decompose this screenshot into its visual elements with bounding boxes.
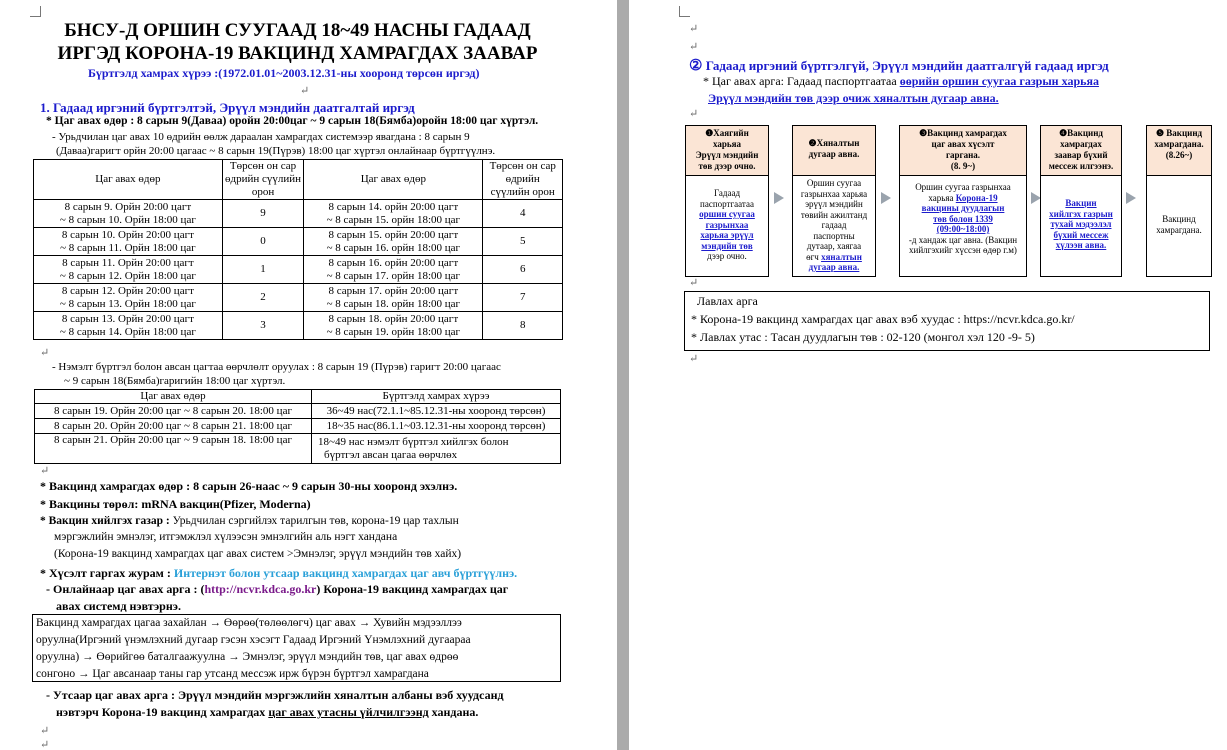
crop-mark <box>679 6 690 17</box>
online-booking-line1 <box>46 582 508 597</box>
online-steps-line: оруулна(Иргэний үнэмлэхний дугаар гэсэн хэсэгт Гадаад Иргэний Үнэмлэхний дугаараа <box>36 634 471 646</box>
online-steps-line: оруулна) → Өөрийгөө баталгаажуулна → Эмнэлэг, эрүүл мэндийн төв, цаг авах өдрөө <box>36 651 459 663</box>
process-step-1 <box>685 125 769 277</box>
table-cell: 8 сарын 20. Орйн 20:00 цаг ~ 8 сарын 21. 18:00 цаг <box>35 419 312 434</box>
booking-method-line2[interactable]: Эрүүл мэндийн төв дээр очиж хяналтын дугаар авна. <box>708 91 999 105</box>
step-body-link: харьяа эрүүл <box>700 230 754 240</box>
contact-phone: * Лавлах утас : Тасан дуудлагын төв : 02-120 (монгол хэл 120 -9- 5) <box>691 330 1035 344</box>
online-steps-line: Вакцинд хамрагдах цагаа захайлан → Өөрөө(төлөөлөгч) цаг авах → Хувийн мэдээллээ <box>36 617 462 629</box>
step-head-line: заавар бүхий <box>1054 150 1108 160</box>
request-procedure-link[interactable]: Интернэт болон утсаар вакцинд хамрагдах цаг авч бүртгүүлнэ. <box>173 566 518 580</box>
table-row <box>35 434 561 464</box>
crop-mark <box>30 6 41 17</box>
phone-booking-line1: - Утсаар цаг авах арга : Эрүүл мэндийн мэргэжлийн хяналтын албаны вэб хуудсанд <box>46 688 504 702</box>
step-body-line: -д хандаж цаг авна. (Вакцин хийлгэхийг хүссэн өдөр г.м) <box>908 234 1018 255</box>
table-cell: 4 <box>483 200 563 228</box>
paragraph-mark: ↵ <box>689 108 699 120</box>
table-cell: 3 <box>222 312 303 340</box>
vaccination-place-label: * Вакцин хийлгэх газар : <box>40 515 170 527</box>
table-cell: бүртгэл авсан цагаа өөрчлөх <box>324 448 458 461</box>
table-header: Бүртгэлд хамрах хүрээ <box>312 390 561 404</box>
contact-box <box>684 291 1210 351</box>
table-row <box>35 419 561 434</box>
table-cell: ~ 8 сарын 15. орйн 18:00 цаг <box>326 213 461 226</box>
table-cell: ~ 8 сарын 19. орйн 18:00 цаг <box>326 325 461 338</box>
step-head-line: ❷Хяналтын <box>808 138 860 148</box>
table-header: Цаг авах өдөр <box>34 160 223 200</box>
step-body-line: дээр очно. <box>707 251 747 261</box>
arrow-right-icon <box>1126 192 1136 204</box>
process-step-5 <box>1146 125 1212 277</box>
table-cell: 9 <box>222 200 303 228</box>
table-row <box>34 284 563 312</box>
table-cell: 0 <box>222 228 303 256</box>
step-body-link: төв болон 1339 <box>933 213 993 224</box>
step-head-line: Эрүүл мэндийн <box>695 150 759 160</box>
table-cell: 8 сарын 17. орйн 20:00 цагт <box>328 284 459 297</box>
step-head-line: мессеж илгээнэ. <box>1048 161 1114 171</box>
table-cell: ~ 8 сарын 16. орйн 18:00 цаг <box>326 241 461 254</box>
section-1-heading: 1. Гадаад иргэний бүртгэлтэй, Эрүүл мэндийн даатгалтай иргэд <box>40 100 415 115</box>
process-step-2 <box>792 125 876 277</box>
extra-registration-line1: - Нэмэлт бүртгэл болон авсан цагтаа өөрчлөлт оруулах : 8 сарын 19 (Пүрэв) гаригт 20:00 цагаас <box>52 361 501 373</box>
vaccination-period: * Вакцинд хамрагдах өдөр : 8 сарын 26-наас ~ 9 сарын 30-ны хооронд эхэлнэ. <box>40 479 458 493</box>
step-body-line: өгч <box>806 251 819 262</box>
step-head-line: хамрагдах <box>1060 139 1102 149</box>
booking-schedule-table <box>33 159 563 340</box>
vaccine-type: * Вакцины төрөл: mRNA вакцин(Pfizer, Moderna) <box>40 497 311 511</box>
step-body-link: вакцины дуудлагын <box>921 203 1005 213</box>
paragraph-mark: ↵ <box>689 23 699 35</box>
step-body-line: Оршин суугаа газрынхаа <box>915 182 1011 192</box>
extra-registration-line2: ~ 9 сарын 18(Бямба)гаригийн 18:00 цаг хүртэл. <box>64 375 286 387</box>
pre-booking-line1: - Урьдчилан цаг авах 10 өдрийн өөлж дараалан хамрагдах системээр явагдана : 8 сарын 9 <box>52 131 470 143</box>
paragraph-mark: ↵ <box>689 41 699 53</box>
step-body-line: гадаад <box>821 220 847 230</box>
step-body-link: Вакцин <box>1065 198 1097 208</box>
table-row <box>34 200 563 228</box>
step-body-link: газрынхаа <box>705 219 749 230</box>
paragraph-mark: ↵ <box>40 725 50 737</box>
table-cell: ~ 8 сарын 17. орйн 18:00 цаг <box>326 269 461 282</box>
online-booking-url[interactable]: http://ncvr.kdca.go.kr <box>204 582 317 596</box>
table-cell: ~ 8 сарын 11. Орйн 18:00 цаг <box>60 241 196 254</box>
step-head-line: дугаар авна. <box>808 149 860 159</box>
vaccination-place-line2: мэргэжлийн эмнэлэг, итгэмжлэл хүлээсэн эмнэлгийн аль нэгт хандана <box>54 531 398 543</box>
step-body-link: дугаар авна. <box>808 262 860 272</box>
step-body-line: Гадаад <box>713 188 741 198</box>
phone-booking-end: хандана. <box>431 705 479 719</box>
table-cell: ~ 8 сарын 10. Орйн 18:00 цаг <box>59 213 196 226</box>
right-page <box>629 0 1227 750</box>
document-title-line2: ИРГЭД КОРОНА-19 ВАКЦИНД ХАМРАГДАХ ЗААВАР <box>57 43 538 64</box>
table-cell: 8 сарын 18. орйн 20:00 цагт <box>328 312 459 325</box>
step-body-link: бүхий мессеж <box>1053 229 1109 240</box>
table-header: Төрсөн он сар өдрийн сүүлийн орон <box>483 160 563 200</box>
online-booking-label: - Онлайнаар цаг авах арга : ( <box>46 582 205 596</box>
table-header: Цаг авах өдөр <box>35 390 312 404</box>
table-cell: 8 сарын 12. Орйн 20:00 цагт <box>61 284 194 297</box>
step-body-link: хүлээн авна. <box>1055 240 1107 250</box>
registration-scope: Бүртгэлд хамрах хүрээ :(1972.01.01~2003.12.31-ны хооронд төрсөн иргэд) <box>88 66 480 80</box>
table-cell: 8 сарын 13. Орйн 20:00 цагт <box>61 312 194 325</box>
online-steps-line: сонгоно → Цаг авсанаар таны гар утсанд мессэж ирж бүрэн бүртгэл хамрагдана <box>36 668 429 680</box>
table-row <box>34 312 563 340</box>
request-procedure <box>40 566 517 581</box>
phone-service-link[interactable]: цаг авах утасны үйлчилгээнд <box>268 705 429 719</box>
table-cell: 8 сарын 10. Орйн 20:00 цагт <box>61 228 194 241</box>
step-head-line: ❶Хаягийн <box>705 128 749 138</box>
step-body-line: хамрагдана. <box>1156 224 1202 235</box>
step-body-line: төвийн ажилтанд <box>800 209 868 220</box>
step-body-link: оршин суугаа <box>699 209 755 219</box>
paragraph-mark: ↵ <box>40 465 50 477</box>
additional-registration-table <box>34 389 561 464</box>
step-head-line: гаргана. <box>945 150 981 160</box>
vaccination-place-line1 <box>40 515 459 527</box>
phone-booking-text: нэвтэрч Корона-19 вакцинд хамрагдах <box>56 705 266 719</box>
table-cell: 8 сарын 14. орйн 20:00 цагт <box>328 200 459 213</box>
table-header: Төрсөн он сар өдрийн сүүлийн орон <box>222 160 303 200</box>
table-cell: ~ 8 сарын 12. Орйн 18:00 цаг <box>59 269 196 282</box>
vaccination-place-text: Урьдчилан сэргийлэх тарилгын төв, корона-19 цар тахлын <box>172 515 459 527</box>
table-cell: ~ 8 сарын 14. Орйн 18:00 цаг <box>59 325 196 338</box>
step-body-line: паспортгаатаа <box>700 198 754 209</box>
paragraph-mark: ↵ <box>40 347 50 359</box>
table-cell: 18~49 нас нэмэлт бүртгэл хийлгэх болон <box>318 435 509 448</box>
request-procedure-label: * Хүсэлт гаргах журам : <box>40 566 171 580</box>
step-head-line: ❸Вакцинд хамрагдах <box>919 128 1007 138</box>
table-cell: 36~49 нас(72.1.1~85.12.31-ны хооронд төрсөн) <box>312 404 561 419</box>
table-cell: 8 <box>483 312 563 340</box>
vaccination-place-line3: (Корона-19 вакцинд хамрагдах цаг авах систем >Эмнэлэг, эрүүл мэндийн төв хайх) <box>54 548 462 560</box>
step-body-link: Корона-19 <box>955 192 998 203</box>
document-title-line1: БНСУ-Д ОРШИН СУУГААД 18~49 НАСНЫ ГАДААД <box>64 20 531 41</box>
paragraph-mark: ↵ <box>40 739 50 750</box>
table-cell: ~ 8 сарын 18. орйн 18:00 цаг <box>326 297 461 310</box>
step-body-link: хийлгэх газрын <box>1049 208 1113 219</box>
table-cell: 8 сарын 21. Орйн 20:00 цаг ~ 9 сарын 18. 18:00 цаг <box>35 434 312 464</box>
booking-method-link[interactable]: өөрийн оршин суугаа газрын харьяа <box>899 74 1099 88</box>
step-head-line: цаг авах хүсэлт <box>931 139 995 149</box>
section-2-heading <box>689 56 1109 75</box>
table-cell: 2 <box>222 284 303 312</box>
table-row <box>34 256 563 284</box>
step-body-line: Оршин суугаа <box>806 178 862 188</box>
booking-method-prefix: * Цаг авах арга: Гадаад паспортгаатаа <box>703 74 897 88</box>
step-body-link: тухай мэдээлэл <box>1050 219 1112 229</box>
process-step-4 <box>1040 125 1122 277</box>
table-row <box>35 404 561 419</box>
step-body-line: эрүүл мэндийн <box>805 199 863 209</box>
table-row <box>34 228 563 256</box>
process-step-3 <box>899 125 1027 277</box>
section-2-number: ② <box>689 58 703 74</box>
table-cell: 8 сарын 9. Орйн 20:00 цагт <box>64 200 192 213</box>
step-head-line: (8. 9~) <box>950 161 976 171</box>
step-body-line: паспортны <box>813 230 855 241</box>
step-body-line: дутаар, хаягаа <box>806 241 862 251</box>
contact-website[interactable]: * Корона-19 вакцинд хамрагдах цаг авах вэб хуудас : https://ncvr.kdca.go.kr/ <box>691 312 1075 326</box>
table-cell: 8 сарын 15. орйн 20:00 цагт <box>328 228 459 241</box>
online-steps-box <box>32 614 561 682</box>
online-booking-rest: ) Корона-19 вакцинд хамрагдах цаг <box>316 582 509 596</box>
step-body-link: хяналтын <box>821 251 862 262</box>
paragraph-mark: ↵ <box>689 353 699 365</box>
step-head-line: хамрагдана. <box>1154 139 1204 149</box>
table-cell: 5 <box>483 228 563 256</box>
step-head-line: (8.26~) <box>1165 150 1193 160</box>
step-body-link: (09:00~18:00) <box>936 224 990 234</box>
booking-date: * Цаг авах өдөр : 8 сарын 9(Даваа) оройн 20:00цаг ~ 9 сарын 18(Бямба)оройн 18:00 цаг хүртэл. <box>46 115 539 127</box>
online-booking-line2: авах системд нэвтэрнэ. <box>56 599 181 613</box>
contact-title: Лавлах арга <box>697 294 758 308</box>
table-cell: 8 сарын 19. Орйн 20:00 цаг ~ 8 сарын 20. 18:00 цаг <box>35 404 312 419</box>
arrow-right-icon <box>774 192 784 204</box>
table-cell: 7 <box>483 284 563 312</box>
step-head-line: төв дээр очно. <box>698 161 756 171</box>
paragraph-mark: ↵ <box>689 277 699 289</box>
phone-booking-line2 <box>56 705 478 720</box>
step-body-line: харьяа <box>928 192 954 203</box>
step-body-line: газрынхаа харьяа <box>800 188 868 199</box>
table-cell: ~ 8 сарын 13. Орйн 18:00 цаг <box>59 297 196 310</box>
table-cell: 1 <box>222 256 303 284</box>
table-cell: 18~35 нас(86.1.1~03.12.31-ны хооронд төрсөн) <box>312 419 561 434</box>
table-cell: 8 сарын 16. орйн 20:00 цагт <box>328 256 459 269</box>
booking-method-line1 <box>703 74 1099 89</box>
paragraph-mark: ↵ <box>300 85 310 97</box>
step-body-line: Вакцинд <box>1162 214 1196 224</box>
step-head-line: ❺ Вакцинд <box>1155 128 1203 138</box>
step-head-line: ❹Вакцинд <box>1059 128 1103 138</box>
step-head-line: харьяа <box>712 139 741 149</box>
table-cell: 6 <box>483 256 563 284</box>
section-2-title: Гадаад иргэний бүртгэлгүй, Эрүүл мэндийн даатгалгүй гадаад иргэд <box>705 58 1109 73</box>
pre-booking-line2: (Даваа)гаригт орйн 20:00 цагаас ~ 8 сарын 19(Пүрэв) 18:00 цаг хүртэл онлайнаар бүртгүүлнэ. <box>56 145 496 157</box>
arrow-right-icon <box>881 192 891 204</box>
step-body-link: мэндийн төв <box>701 240 753 251</box>
table-cell: 8 сарын 11. Орйн 20:00 цагт <box>62 256 194 269</box>
table-header: Цаг авах өдөр <box>304 160 483 200</box>
